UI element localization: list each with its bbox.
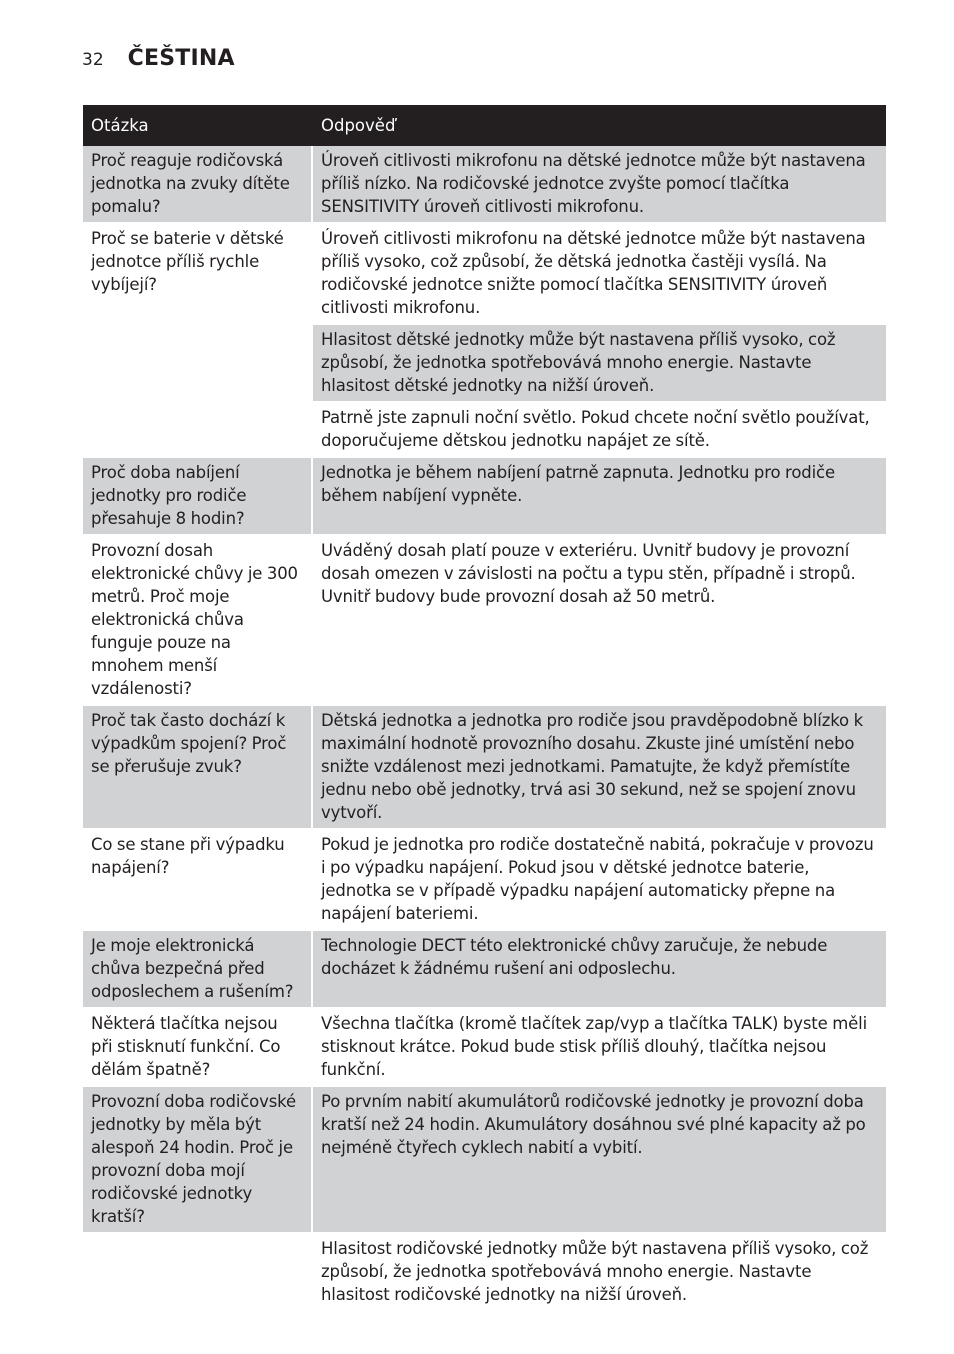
table-row — [83, 929, 886, 1007]
question-cell: Provozní doba rodičovské jednotky by měla být alespoň 24 hodin. Proč je provozní doba mojí rodičovské jednotky kratší? — [83, 1085, 313, 1232]
table-row — [83, 534, 886, 704]
question-cell: Proč doba nabíjení jednotky pro rodiče přesahuje 8 hodin? — [83, 456, 313, 534]
answer-cell: Hlasitost rodičovské jednotky může být nastavena příliš vysoko, což způsobí, že jednotka spotřebovává mnoho energie. Nastavte hlasitost rodičovské jednotky na nižší úroveň. — [313, 1232, 886, 1310]
question-cell: Je moje elektronická chůva bezpečná před odposlechem a rušením? — [83, 929, 313, 1007]
table-row — [83, 146, 886, 222]
question-cell: Provozní dosah elektronické chůvy je 300 metrů. Proč moje elektronická chůva funguje pouze na mnohem menší vzdálenosti? — [83, 534, 313, 704]
answer-cell: Úroveň citlivosti mikrofonu na dětské jednotce může být nastavena příliš vysoko, což způsobí, že dětská jednotka častěji vysílá. Na rodičovské jednotce snižte pomocí tlačítka SENSITIVITY úroveň citlivosti mikrofonu. — [313, 222, 886, 323]
question-cell: Některá tlačítka nejsou při stisknutí funkční. Co dělám špatně? — [83, 1007, 313, 1085]
table-row — [83, 1085, 886, 1232]
column-header-question: Otázka — [83, 105, 313, 146]
question-cell — [83, 1232, 313, 1310]
question-cell: Proč se baterie v dětské jednotce příliš rychle vybíjejí? — [83, 222, 313, 323]
answer-cell: Hlasitost dětské jednotky může být nastavena příliš vysoko, což způsobí, že jednotka spotřebovává mnoho energie. Nastavte hlasitost dětské jednotky na nižší úroveň. — [313, 323, 886, 401]
answer-cell: Pokud je jednotka pro rodiče dostatečně nabitá, pokračuje v provozu i po výpadku napájení. Pokud jsou v dětské jednotce baterie, jednotka se v případě výpadku napájení automaticky přepne na napájení bateriemi. — [313, 828, 886, 929]
question-cell — [83, 323, 313, 401]
page-title: ČEŠTINA — [127, 46, 235, 71]
table-header-row — [83, 105, 886, 146]
question-cell: Co se stane při výpadku napájení? — [83, 828, 313, 929]
table-row — [83, 1007, 886, 1085]
page-number: 32 — [82, 50, 104, 70]
answer-cell: Dětská jednotka a jednotka pro rodiče jsou pravděpodobně blízko k maximální hodnotě provozního dosahu. Zkuste jiné umístění nebo snižte vzdálenost mezi jednotkami. Pamatujte, že když přemístíte jednu nebo obě jednotky, trvá asi 30 sekund, než se spojení znovu vytvoří. — [313, 704, 886, 828]
page-header — [82, 46, 235, 76]
table-row — [83, 222, 886, 323]
table-row — [83, 704, 886, 828]
answer-cell: Jednotka je během nabíjení patrně zapnuta. Jednotku pro rodiče během nabíjení vypněte. — [313, 456, 886, 534]
answer-cell: Po prvním nabití akumulátorů rodičovské jednotky je provozní doba kratší než 24 hodin. Akumulátory dosáhnou své plné kapacity až po nejméně čtyřech cyklech nabití a vybití. — [313, 1085, 886, 1232]
answer-cell: Uváděný dosah platí pouze v exteriéru. Uvnitř budovy je provozní dosah omezen v závislosti na počtu a typu stěn, případně i stropů. Uvnitř budovy bude provozní dosah až 50 metrů. — [313, 534, 886, 704]
table-row — [83, 456, 886, 534]
faq-table — [83, 105, 886, 1310]
answer-cell: Všechna tlačítka (kromě tlačítek zap/vyp a tlačítka TALK) byste měli stisknout krátce. Pokud bude stisk příliš dlouhý, tlačítka nejsou funkční. — [313, 1007, 886, 1085]
answer-cell: Technologie DECT této elektronické chůvy zaručuje, že nebude docházet k žádnému rušení ani odposlechu. — [313, 929, 886, 1007]
table-body — [83, 146, 886, 1310]
table-row — [83, 401, 886, 456]
column-header-answer: Odpověď — [313, 105, 886, 146]
table-row — [83, 828, 886, 929]
question-cell: Proč reaguje rodičovská jednotka na zvuky dítěte pomalu? — [83, 146, 313, 222]
answer-cell: Patrně jste zapnuli noční světlo. Pokud chcete noční světlo používat, doporučujeme dětskou jednotku napájet ze sítě. — [313, 401, 886, 456]
table-row — [83, 323, 886, 401]
table-row — [83, 1232, 886, 1310]
question-cell — [83, 401, 313, 456]
answer-cell: Úroveň citlivosti mikrofonu na dětské jednotce může být nastavena příliš nízko. Na rodičovské jednotce zvyšte pomocí tlačítka SENSITIVITY úroveň citlivosti mikrofonu. — [313, 146, 886, 222]
question-cell: Proč tak často dochází k výpadkům spojení? Proč se přerušuje zvuk? — [83, 704, 313, 828]
